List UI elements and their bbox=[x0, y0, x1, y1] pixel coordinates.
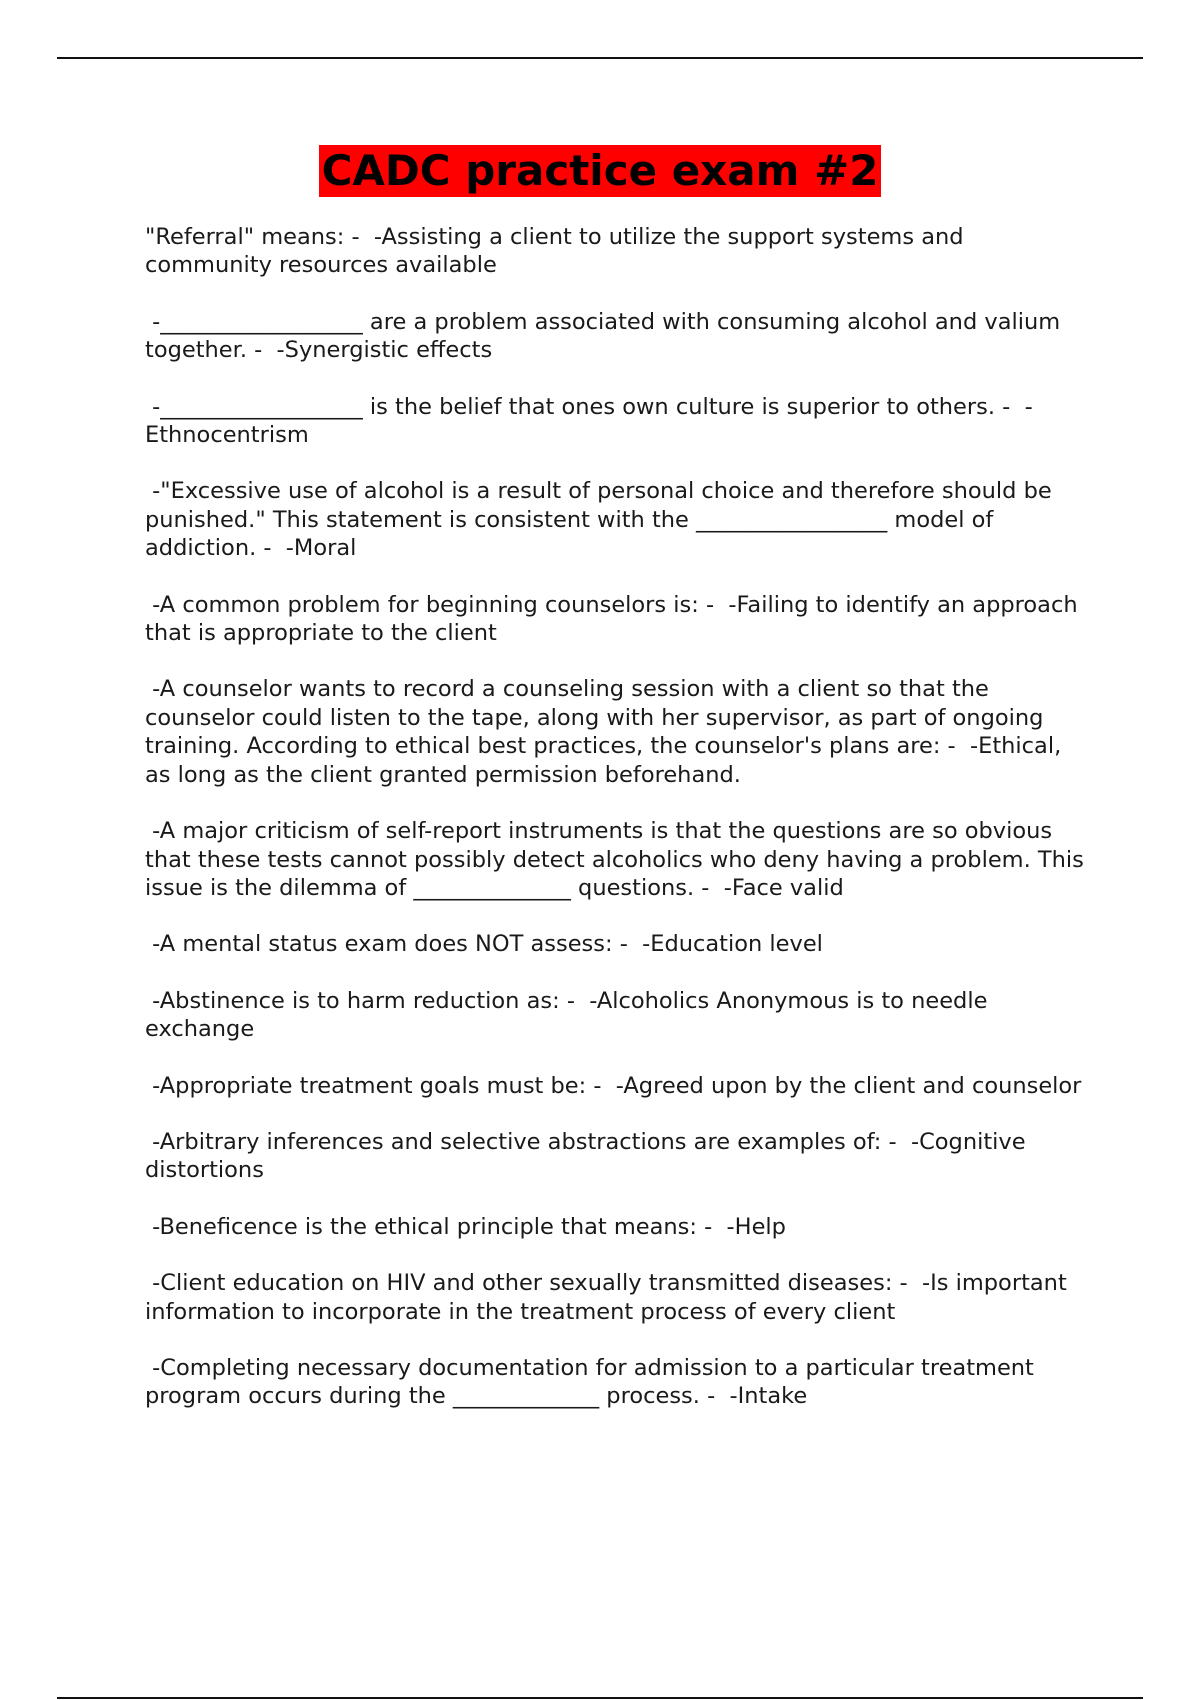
qa-item: -A major criticism of self-report instruments is that the questions are so obvious that these tests cannot possibly detect alcoholics who deny having a problem. This issue is the dilemma of ______________ questions. - -Face valid bbox=[145, 818, 1092, 901]
qa-item: -A common problem for beginning counselors is: - -Failing to identify an approach that is appropriate to the client bbox=[145, 591, 1085, 647]
page-title: CADC practice exam #2 bbox=[319, 145, 882, 197]
qa-item: -Client education on HIV and other sexually transmitted diseases: - -Is important information to incorporate in the treatment process of every client bbox=[145, 1270, 1074, 1325]
qa-item: -A mental status exam does NOT assess: - -Education level bbox=[145, 931, 823, 958]
qa-list bbox=[145, 223, 1090, 1439]
qa-item: "Referral" means: - -Assisting a client to utilize the support systems and community resources available bbox=[145, 224, 971, 279]
qa-item: -Abstinence is to harm reduction as: - -Alcoholics Anonymous is to needle exchange bbox=[145, 987, 995, 1043]
qa-item: -__________________ are a problem associated with consuming alcohol and valium together. - -Synergistic effects bbox=[145, 308, 1068, 364]
bottom-rule bbox=[57, 1697, 1143, 1699]
qa-item: -"Excessive use of alcohol is a result of personal choice and therefore should be punished." This statement is consistent with the _________________ model of addiction. - -Moral bbox=[145, 478, 1059, 562]
top-rule bbox=[57, 57, 1143, 59]
qa-item: -Appropriate treatment goals must be: - -Agreed upon by the client and counselor bbox=[145, 1072, 1082, 1099]
qa-item: -Arbitrary inferences and selective abstractions are examples of: - -Cognitive distortions bbox=[145, 1128, 1033, 1184]
qa-item: -Beneficence is the ethical principle that means: - -Help bbox=[145, 1213, 786, 1240]
qa-item: -A counselor wants to record a counseling session with a client so that the counselor could listen to the tape, along with her supervisor, as part of ongoing training. According to ethical best practices, the counselor's plans are: - -Ethical, as long as the client granted permission beforehand. bbox=[145, 676, 1069, 788]
qa-item: -Completing necessary documentation for admission to a particular treatment program occurs during the _____________ process. - -Intake bbox=[145, 1354, 1042, 1410]
qa-item: -__________________ is the belief that ones own culture is superior to others. - -Ethnocentrism bbox=[145, 393, 1033, 449]
title-container bbox=[0, 145, 1200, 197]
